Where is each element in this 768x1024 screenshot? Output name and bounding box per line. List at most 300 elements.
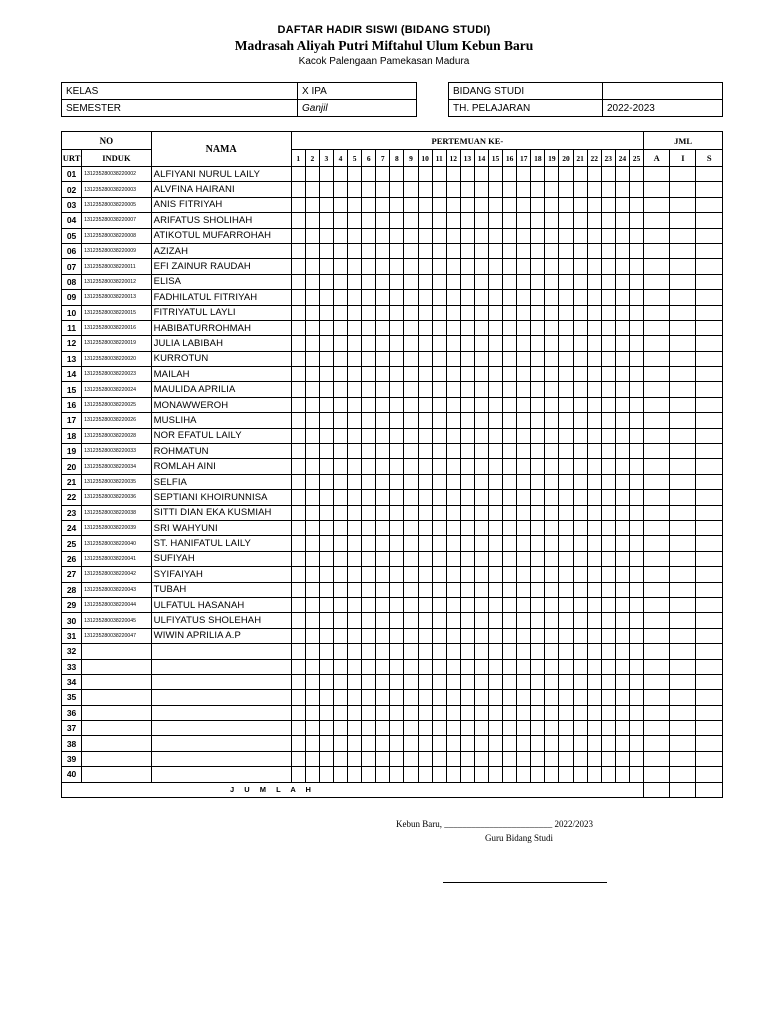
attendance-cell[interactable] — [348, 674, 362, 689]
attendance-cell[interactable] — [517, 659, 531, 674]
attendance-cell[interactable] — [362, 182, 376, 197]
attendance-cell[interactable] — [601, 444, 615, 459]
total-cell[interactable] — [670, 674, 696, 689]
attendance-cell[interactable] — [587, 505, 601, 520]
attendance-cell[interactable] — [390, 536, 404, 551]
attendance-cell[interactable] — [362, 351, 376, 366]
total-cell[interactable] — [696, 197, 723, 212]
attendance-cell[interactable] — [503, 536, 517, 551]
attendance-cell[interactable] — [305, 367, 319, 382]
attendance-cell[interactable] — [446, 428, 460, 443]
attendance-cell[interactable] — [319, 243, 333, 258]
attendance-cell[interactable] — [460, 582, 474, 597]
attendance-cell[interactable] — [615, 290, 629, 305]
attendance-cell[interactable] — [333, 613, 347, 628]
attendance-cell[interactable] — [517, 505, 531, 520]
attendance-cell[interactable] — [319, 505, 333, 520]
attendance-cell[interactable] — [545, 382, 559, 397]
attendance-cell[interactable] — [559, 428, 573, 443]
attendance-cell[interactable] — [559, 721, 573, 736]
attendance-cell[interactable] — [503, 213, 517, 228]
attendance-cell[interactable] — [615, 367, 629, 382]
attendance-cell[interactable] — [319, 597, 333, 612]
attendance-cell[interactable] — [291, 382, 305, 397]
attendance-cell[interactable] — [573, 167, 587, 182]
attendance-cell[interactable] — [291, 444, 305, 459]
attendance-cell[interactable] — [545, 305, 559, 320]
attendance-cell[interactable] — [305, 213, 319, 228]
total-cell[interactable] — [696, 536, 723, 551]
attendance-cell[interactable] — [348, 336, 362, 351]
attendance-cell[interactable] — [362, 274, 376, 289]
attendance-cell[interactable] — [319, 490, 333, 505]
total-cell[interactable] — [644, 644, 670, 659]
attendance-cell[interactable] — [305, 290, 319, 305]
attendance-cell[interactable] — [319, 397, 333, 412]
attendance-cell[interactable] — [319, 659, 333, 674]
attendance-cell[interactable] — [376, 305, 390, 320]
attendance-cell[interactable] — [348, 644, 362, 659]
attendance-cell[interactable] — [629, 397, 643, 412]
attendance-cell[interactable] — [531, 551, 545, 566]
attendance-cell[interactable] — [615, 351, 629, 366]
total-cell[interactable] — [696, 413, 723, 428]
attendance-cell[interactable] — [474, 243, 488, 258]
attendance-cell[interactable] — [545, 582, 559, 597]
attendance-cell[interactable] — [305, 751, 319, 766]
attendance-cell[interactable] — [333, 167, 347, 182]
attendance-cell[interactable] — [587, 228, 601, 243]
attendance-cell[interactable] — [305, 767, 319, 782]
attendance-cell[interactable] — [446, 290, 460, 305]
attendance-cell[interactable] — [601, 613, 615, 628]
attendance-cell[interactable] — [348, 351, 362, 366]
attendance-cell[interactable] — [460, 505, 474, 520]
attendance-cell[interactable] — [587, 644, 601, 659]
attendance-cell[interactable] — [559, 274, 573, 289]
attendance-cell[interactable] — [362, 705, 376, 720]
attendance-cell[interactable] — [404, 351, 418, 366]
total-cell[interactable] — [696, 505, 723, 520]
attendance-cell[interactable] — [404, 336, 418, 351]
attendance-cell[interactable] — [291, 474, 305, 489]
attendance-cell[interactable] — [503, 197, 517, 212]
attendance-cell[interactable] — [489, 413, 503, 428]
attendance-cell[interactable] — [305, 382, 319, 397]
attendance-cell[interactable] — [446, 444, 460, 459]
attendance-cell[interactable] — [545, 290, 559, 305]
attendance-cell[interactable] — [489, 536, 503, 551]
attendance-cell[interactable] — [390, 367, 404, 382]
attendance-cell[interactable] — [629, 413, 643, 428]
attendance-cell[interactable] — [390, 428, 404, 443]
attendance-cell[interactable] — [503, 382, 517, 397]
attendance-cell[interactable] — [601, 182, 615, 197]
attendance-cell[interactable] — [333, 305, 347, 320]
attendance-cell[interactable] — [460, 197, 474, 212]
attendance-cell[interactable] — [615, 767, 629, 782]
attendance-cell[interactable] — [333, 628, 347, 643]
attendance-cell[interactable] — [474, 351, 488, 366]
attendance-cell[interactable] — [432, 290, 446, 305]
attendance-cell[interactable] — [376, 336, 390, 351]
attendance-cell[interactable] — [601, 274, 615, 289]
attendance-cell[interactable] — [333, 644, 347, 659]
attendance-cell[interactable] — [517, 444, 531, 459]
attendance-cell[interactable] — [446, 382, 460, 397]
attendance-cell[interactable] — [404, 243, 418, 258]
attendance-cell[interactable] — [460, 182, 474, 197]
attendance-cell[interactable] — [333, 690, 347, 705]
attendance-cell[interactable] — [573, 228, 587, 243]
attendance-cell[interactable] — [404, 413, 418, 428]
total-cell[interactable] — [670, 351, 696, 366]
attendance-cell[interactable] — [291, 243, 305, 258]
attendance-cell[interactable] — [587, 474, 601, 489]
attendance-cell[interactable] — [587, 536, 601, 551]
attendance-cell[interactable] — [319, 474, 333, 489]
attendance-cell[interactable] — [446, 582, 460, 597]
total-cell[interactable] — [644, 674, 670, 689]
attendance-cell[interactable] — [418, 290, 432, 305]
attendance-cell[interactable] — [559, 382, 573, 397]
total-cell[interactable] — [670, 428, 696, 443]
attendance-cell[interactable] — [446, 520, 460, 535]
attendance-cell[interactable] — [474, 259, 488, 274]
attendance-cell[interactable] — [503, 167, 517, 182]
attendance-cell[interactable] — [362, 336, 376, 351]
attendance-cell[interactable] — [291, 551, 305, 566]
attendance-cell[interactable] — [474, 644, 488, 659]
total-cell[interactable] — [644, 597, 670, 612]
attendance-cell[interactable] — [615, 659, 629, 674]
attendance-cell[interactable] — [460, 367, 474, 382]
attendance-cell[interactable] — [362, 644, 376, 659]
attendance-cell[interactable] — [460, 597, 474, 612]
attendance-cell[interactable] — [545, 613, 559, 628]
attendance-cell[interactable] — [362, 213, 376, 228]
attendance-cell[interactable] — [601, 582, 615, 597]
attendance-cell[interactable] — [573, 582, 587, 597]
attendance-cell[interactable] — [587, 721, 601, 736]
attendance-cell[interactable] — [319, 705, 333, 720]
attendance-cell[interactable] — [601, 243, 615, 258]
attendance-cell[interactable] — [587, 520, 601, 535]
attendance-cell[interactable] — [601, 290, 615, 305]
attendance-cell[interactable] — [432, 505, 446, 520]
attendance-cell[interactable] — [531, 736, 545, 751]
attendance-cell[interactable] — [376, 505, 390, 520]
total-cell[interactable] — [670, 228, 696, 243]
attendance-cell[interactable] — [333, 582, 347, 597]
attendance-cell[interactable] — [305, 490, 319, 505]
attendance-cell[interactable] — [376, 459, 390, 474]
attendance-cell[interactable] — [629, 705, 643, 720]
attendance-cell[interactable] — [291, 351, 305, 366]
attendance-cell[interactable] — [418, 582, 432, 597]
attendance-cell[interactable] — [348, 320, 362, 335]
attendance-cell[interactable] — [587, 351, 601, 366]
attendance-cell[interactable] — [629, 659, 643, 674]
attendance-cell[interactable] — [432, 336, 446, 351]
attendance-cell[interactable] — [545, 736, 559, 751]
attendance-cell[interactable] — [305, 259, 319, 274]
attendance-cell[interactable] — [376, 474, 390, 489]
attendance-cell[interactable] — [545, 474, 559, 489]
attendance-cell[interactable] — [615, 721, 629, 736]
attendance-cell[interactable] — [601, 551, 615, 566]
attendance-cell[interactable] — [503, 505, 517, 520]
attendance-cell[interactable] — [587, 243, 601, 258]
attendance-cell[interactable] — [319, 351, 333, 366]
attendance-cell[interactable] — [446, 167, 460, 182]
attendance-cell[interactable] — [587, 274, 601, 289]
total-cell[interactable] — [696, 613, 723, 628]
attendance-cell[interactable] — [489, 474, 503, 489]
attendance-cell[interactable] — [291, 659, 305, 674]
attendance-cell[interactable] — [474, 582, 488, 597]
attendance-cell[interactable] — [489, 228, 503, 243]
attendance-cell[interactable] — [362, 382, 376, 397]
attendance-cell[interactable] — [376, 413, 390, 428]
attendance-cell[interactable] — [404, 459, 418, 474]
attendance-cell[interactable] — [559, 490, 573, 505]
attendance-cell[interactable] — [503, 597, 517, 612]
attendance-cell[interactable] — [489, 336, 503, 351]
attendance-cell[interactable] — [615, 736, 629, 751]
attendance-cell[interactable] — [362, 290, 376, 305]
attendance-cell[interactable] — [601, 474, 615, 489]
attendance-cell[interactable] — [333, 444, 347, 459]
attendance-cell[interactable] — [601, 659, 615, 674]
attendance-cell[interactable] — [446, 213, 460, 228]
attendance-cell[interactable] — [446, 413, 460, 428]
attendance-cell[interactable] — [362, 413, 376, 428]
attendance-cell[interactable] — [348, 474, 362, 489]
attendance-cell[interactable] — [573, 367, 587, 382]
attendance-cell[interactable] — [559, 736, 573, 751]
total-cell[interactable] — [696, 736, 723, 751]
attendance-cell[interactable] — [333, 459, 347, 474]
total-cell[interactable] — [696, 259, 723, 274]
attendance-cell[interactable] — [460, 551, 474, 566]
attendance-cell[interactable] — [362, 597, 376, 612]
attendance-cell[interactable] — [489, 290, 503, 305]
attendance-cell[interactable] — [517, 690, 531, 705]
attendance-cell[interactable] — [503, 413, 517, 428]
attendance-cell[interactable] — [531, 182, 545, 197]
total-cell[interactable] — [670, 320, 696, 335]
attendance-cell[interactable] — [376, 228, 390, 243]
attendance-cell[interactable] — [629, 428, 643, 443]
attendance-cell[interactable] — [615, 582, 629, 597]
attendance-cell[interactable] — [503, 674, 517, 689]
attendance-cell[interactable] — [305, 536, 319, 551]
attendance-cell[interactable] — [474, 444, 488, 459]
attendance-cell[interactable] — [446, 367, 460, 382]
attendance-cell[interactable] — [573, 736, 587, 751]
attendance-cell[interactable] — [446, 674, 460, 689]
attendance-cell[interactable] — [418, 182, 432, 197]
attendance-cell[interactable] — [333, 567, 347, 582]
attendance-cell[interactable] — [545, 721, 559, 736]
attendance-cell[interactable] — [348, 628, 362, 643]
attendance-cell[interactable] — [489, 444, 503, 459]
attendance-cell[interactable] — [305, 597, 319, 612]
total-cell[interactable] — [644, 613, 670, 628]
attendance-cell[interactable] — [503, 736, 517, 751]
attendance-cell[interactable] — [333, 736, 347, 751]
attendance-cell[interactable] — [418, 505, 432, 520]
attendance-cell[interactable] — [390, 644, 404, 659]
attendance-cell[interactable] — [545, 444, 559, 459]
attendance-cell[interactable] — [474, 659, 488, 674]
attendance-cell[interactable] — [348, 290, 362, 305]
attendance-cell[interactable] — [432, 397, 446, 412]
attendance-cell[interactable] — [531, 305, 545, 320]
attendance-cell[interactable] — [615, 259, 629, 274]
attendance-cell[interactable] — [432, 520, 446, 535]
attendance-cell[interactable] — [319, 736, 333, 751]
attendance-cell[interactable] — [418, 674, 432, 689]
attendance-cell[interactable] — [404, 721, 418, 736]
attendance-cell[interactable] — [362, 243, 376, 258]
attendance-cell[interactable] — [587, 767, 601, 782]
total-cell[interactable] — [644, 505, 670, 520]
attendance-cell[interactable] — [545, 259, 559, 274]
attendance-cell[interactable] — [545, 397, 559, 412]
attendance-cell[interactable] — [587, 490, 601, 505]
attendance-cell[interactable] — [489, 520, 503, 535]
attendance-cell[interactable] — [587, 690, 601, 705]
attendance-cell[interactable] — [376, 536, 390, 551]
attendance-cell[interactable] — [601, 536, 615, 551]
attendance-cell[interactable] — [573, 674, 587, 689]
attendance-cell[interactable] — [418, 721, 432, 736]
attendance-cell[interactable] — [418, 536, 432, 551]
attendance-cell[interactable] — [460, 674, 474, 689]
total-cell[interactable] — [644, 659, 670, 674]
attendance-cell[interactable] — [362, 767, 376, 782]
attendance-cell[interactable] — [333, 336, 347, 351]
attendance-cell[interactable] — [503, 613, 517, 628]
attendance-cell[interactable] — [559, 597, 573, 612]
attendance-cell[interactable] — [390, 459, 404, 474]
attendance-cell[interactable] — [432, 705, 446, 720]
attendance-cell[interactable] — [531, 413, 545, 428]
attendance-cell[interactable] — [305, 582, 319, 597]
attendance-cell[interactable] — [446, 736, 460, 751]
attendance-cell[interactable] — [319, 428, 333, 443]
total-cell[interactable] — [670, 690, 696, 705]
attendance-cell[interactable] — [559, 690, 573, 705]
attendance-cell[interactable] — [587, 197, 601, 212]
total-cell[interactable] — [696, 474, 723, 489]
attendance-cell[interactable] — [615, 505, 629, 520]
attendance-cell[interactable] — [404, 167, 418, 182]
attendance-cell[interactable] — [489, 490, 503, 505]
attendance-cell[interactable] — [587, 259, 601, 274]
total-cell[interactable] — [670, 551, 696, 566]
attendance-cell[interactable] — [559, 659, 573, 674]
attendance-cell[interactable] — [503, 490, 517, 505]
attendance-cell[interactable] — [432, 644, 446, 659]
attendance-cell[interactable] — [615, 597, 629, 612]
attendance-cell[interactable] — [376, 644, 390, 659]
attendance-cell[interactable] — [489, 721, 503, 736]
attendance-cell[interactable] — [362, 505, 376, 520]
attendance-cell[interactable] — [587, 551, 601, 566]
attendance-cell[interactable] — [418, 474, 432, 489]
attendance-cell[interactable] — [503, 367, 517, 382]
attendance-cell[interactable] — [460, 428, 474, 443]
attendance-cell[interactable] — [348, 582, 362, 597]
attendance-cell[interactable] — [348, 705, 362, 720]
attendance-cell[interactable] — [305, 721, 319, 736]
total-cell[interactable] — [644, 320, 670, 335]
attendance-cell[interactable] — [362, 520, 376, 535]
attendance-cell[interactable] — [432, 613, 446, 628]
attendance-cell[interactable] — [291, 428, 305, 443]
attendance-cell[interactable] — [432, 628, 446, 643]
total-cell[interactable] — [670, 613, 696, 628]
attendance-cell[interactable] — [629, 674, 643, 689]
attendance-cell[interactable] — [305, 197, 319, 212]
total-cell[interactable] — [644, 705, 670, 720]
attendance-cell[interactable] — [601, 382, 615, 397]
attendance-cell[interactable] — [559, 243, 573, 258]
total-cell[interactable] — [670, 628, 696, 643]
attendance-cell[interactable] — [460, 351, 474, 366]
attendance-cell[interactable] — [615, 397, 629, 412]
attendance-cell[interactable] — [503, 228, 517, 243]
attendance-cell[interactable] — [418, 243, 432, 258]
total-cell[interactable] — [696, 382, 723, 397]
attendance-cell[interactable] — [446, 613, 460, 628]
total-cell[interactable] — [670, 567, 696, 582]
total-cell[interactable] — [644, 197, 670, 212]
attendance-cell[interactable] — [489, 213, 503, 228]
attendance-cell[interactable] — [587, 428, 601, 443]
attendance-cell[interactable] — [319, 367, 333, 382]
attendance-cell[interactable] — [305, 674, 319, 689]
attendance-cell[interactable] — [460, 613, 474, 628]
attendance-cell[interactable] — [601, 397, 615, 412]
attendance-cell[interactable] — [531, 751, 545, 766]
attendance-cell[interactable] — [390, 705, 404, 720]
total-cell[interactable] — [670, 274, 696, 289]
total-cell[interactable] — [670, 182, 696, 197]
attendance-cell[interactable] — [291, 536, 305, 551]
attendance-cell[interactable] — [319, 259, 333, 274]
attendance-cell[interactable] — [545, 413, 559, 428]
attendance-cell[interactable] — [362, 459, 376, 474]
attendance-cell[interactable] — [404, 367, 418, 382]
attendance-cell[interactable] — [418, 613, 432, 628]
attendance-cell[interactable] — [587, 582, 601, 597]
attendance-cell[interactable] — [446, 567, 460, 582]
attendance-cell[interactable] — [432, 767, 446, 782]
attendance-cell[interactable] — [573, 659, 587, 674]
attendance-cell[interactable] — [432, 243, 446, 258]
attendance-cell[interactable] — [587, 751, 601, 766]
attendance-cell[interactable] — [503, 767, 517, 782]
attendance-cell[interactable] — [376, 182, 390, 197]
attendance-cell[interactable] — [573, 459, 587, 474]
attendance-cell[interactable] — [629, 613, 643, 628]
attendance-cell[interactable] — [348, 659, 362, 674]
attendance-cell[interactable] — [517, 767, 531, 782]
